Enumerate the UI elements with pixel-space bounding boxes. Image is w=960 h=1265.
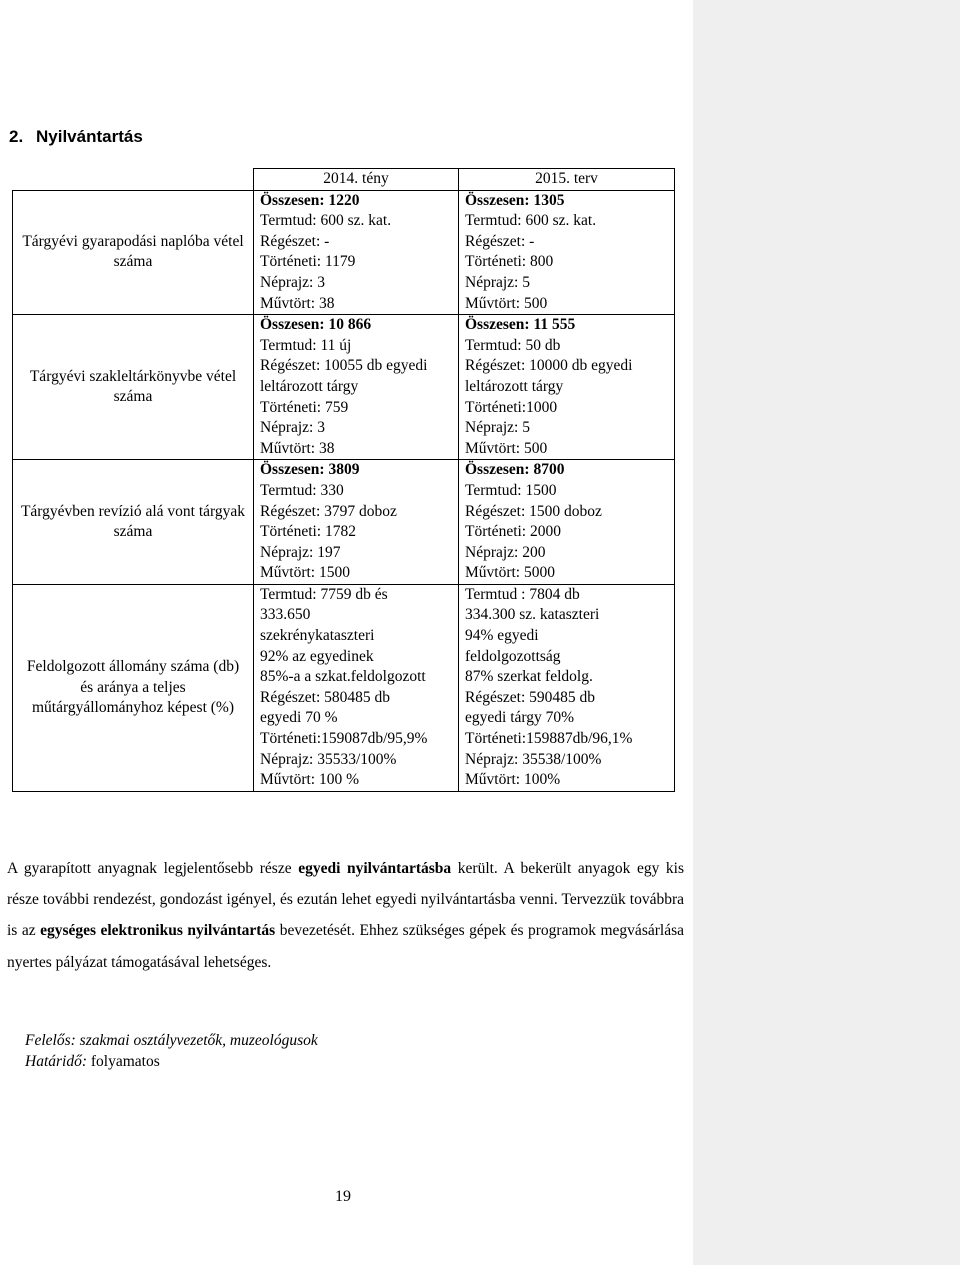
- registry-table: [12, 168, 675, 792]
- cell-line: Régészet: 10055 db egyedi: [260, 357, 428, 375]
- cell-line: feldolgozottság: [465, 647, 561, 665]
- cell-line: Termtud : 7804 db: [465, 585, 580, 603]
- paragraph-bold-2: egységes elektronikus nyilvántartás: [40, 922, 276, 940]
- cell-line: Történeti: 1782: [260, 523, 356, 541]
- responsible-value: szakmai osztályvezetők, muzeológusok: [75, 1032, 318, 1049]
- cell-line: Néprajz: 5: [465, 273, 530, 291]
- paragraph-text-3: bevezetését. Ehhez szükséges gépek és programok megvásárlása nyertes pályázat támogatásával lehetséges.: [7, 922, 684, 971]
- cell-line: Néprajz: 5: [465, 419, 530, 437]
- row-label: Tárgyévi szakleltárkönyvbe vétel száma: [13, 315, 254, 460]
- cell-line: Összesen: 1220: [260, 191, 360, 209]
- cell-line: Történeti: 1179: [260, 253, 356, 271]
- paragraph-text-1: A gyarapított anyagnak legjelentősebb része: [7, 860, 299, 877]
- paragraph-text-2: került. A bekerült anyagok egy kis része további rendezést, gondozást igényel, és ezután lehet egyedi nyilvántartásba venni. Tervezzük továbbra is az: [7, 860, 684, 940]
- cell-line: Művtört: 100 %: [260, 771, 360, 789]
- cell-line: Régészet: 10000 db egyedi: [465, 357, 633, 375]
- cell-line: Néprajz: 35533/100%: [260, 750, 397, 768]
- cell-2014: [254, 190, 459, 315]
- cell-2015: [459, 584, 675, 791]
- cell-2014: [254, 460, 459, 585]
- cell-line: Művtört: 38: [260, 294, 335, 312]
- cell-line: Régészet: -: [465, 232, 535, 250]
- section-heading: [9, 127, 143, 147]
- cell-line: Régészet: 590485 db: [465, 688, 596, 706]
- cell-line: Összesen: 3809: [260, 461, 360, 479]
- summary-paragraph: [7, 853, 684, 978]
- cell-line: Néprajz: 35538/100%: [465, 750, 602, 768]
- page-number: 19: [335, 1188, 351, 1205]
- responsibility-block: [25, 1030, 318, 1072]
- cell-line: leltározott tárgy: [260, 377, 359, 395]
- cell-2014: [254, 315, 459, 460]
- cell-line: egyedi tárgy 70%: [465, 709, 575, 727]
- cell-line: Termtud: 50 db: [465, 336, 561, 354]
- cell-line: Termtud: 600 sz. kat.: [260, 212, 392, 230]
- cell-line: 92% az egyedinek: [260, 647, 374, 665]
- table-header-row: [13, 169, 675, 191]
- cell-line: Termtud: 600 sz. kat.: [465, 212, 597, 230]
- row-label: Feldolgozott állomány száma (db) és aránya a teljes műtárgyállományhoz képest (%): [13, 584, 254, 791]
- cell-line: Néprajz: 200: [465, 543, 546, 561]
- cell-2015: [459, 315, 675, 460]
- header-empty-cell: [13, 169, 254, 191]
- responsible-line: [25, 1030, 318, 1051]
- cell-line: Művtört: 500: [465, 439, 548, 457]
- cell-line: Régészet: 580485 db: [260, 688, 391, 706]
- cell-line: Néprajz: 3: [260, 419, 325, 437]
- cell-line: Régészet: 3797 doboz: [260, 502, 397, 520]
- cell-line: Termtud: 11 új: [260, 336, 352, 354]
- cell-line: Művtört: 38: [260, 439, 335, 457]
- header-2015: 2015. terv: [459, 169, 675, 191]
- deadline-label: Határidő:: [25, 1053, 87, 1070]
- cell-2015: [459, 190, 675, 315]
- paragraph-bold-1: egyedi nyilvántartásba: [298, 860, 452, 877]
- cell-line: 85%-a a szkat.feldolgozott: [260, 668, 426, 686]
- cell-line: Művtört: 100%: [465, 771, 561, 789]
- cell-line: Művtört: 1500: [260, 564, 350, 582]
- deadline-line: [25, 1051, 318, 1072]
- cell-line: leltározott tárgy: [465, 377, 564, 395]
- cell-line: Régészet: -: [260, 232, 330, 250]
- cell-2014: [254, 584, 459, 791]
- cell-line: Termtud: 7759 db és: [260, 585, 388, 603]
- section-title: Nyilvántartás: [36, 127, 143, 146]
- cell-line: Néprajz: 3: [260, 273, 325, 291]
- cell-line: Összesen: 10 866: [260, 316, 372, 334]
- cell-line: Összesen: 11 555: [465, 316, 576, 334]
- table-row: [13, 315, 675, 460]
- cell-line: Termtud: 330: [260, 481, 344, 499]
- cell-line: Művtört: 5000: [465, 564, 555, 582]
- cell-line: Régészet: 1500 doboz: [465, 502, 602, 520]
- table-row: [13, 584, 675, 791]
- cell-line: Történeti:1000: [465, 398, 558, 416]
- table-row: [13, 190, 675, 315]
- cell-line: Néprajz: 197: [260, 543, 341, 561]
- header-2014: 2014. tény: [254, 169, 459, 191]
- cell-line: szekrénykataszteri: [260, 627, 375, 645]
- cell-line: Összesen: 1305: [465, 191, 565, 209]
- cell-line: Művtört: 500: [465, 294, 548, 312]
- cell-line: 87% szerkat feldolg.: [465, 668, 593, 686]
- cell-line: 333.650: [260, 606, 311, 624]
- cell-line: Történeti: 759: [260, 398, 349, 416]
- cell-line: Történeti:159887db/96,1%: [465, 730, 633, 748]
- cell-line: Történeti: 800: [465, 253, 554, 271]
- cell-line: Termtud: 1500: [465, 481, 557, 499]
- section-number: 2.: [9, 127, 24, 146]
- cell-line: Történeti: 2000: [465, 523, 561, 541]
- cell-line: Összesen: 8700: [465, 461, 565, 479]
- page-margin-shade: [693, 0, 960, 1265]
- deadline-value: folyamatos: [87, 1053, 160, 1070]
- cell-line: 334.300 sz. kataszteri: [465, 606, 600, 624]
- cell-2015: [459, 460, 675, 585]
- cell-line: Történeti:159087db/95,9%: [260, 730, 428, 748]
- row-label: Tárgyévi gyarapodási naplóba vétel száma: [13, 190, 254, 315]
- cell-line: egyedi 70 %: [260, 709, 338, 727]
- row-label: Tárgyévben revízió alá vont tárgyak száma: [13, 460, 254, 585]
- table-row: [13, 460, 675, 585]
- cell-line: 94% egyedi: [465, 627, 539, 645]
- responsible-label: Felelős:: [25, 1032, 76, 1049]
